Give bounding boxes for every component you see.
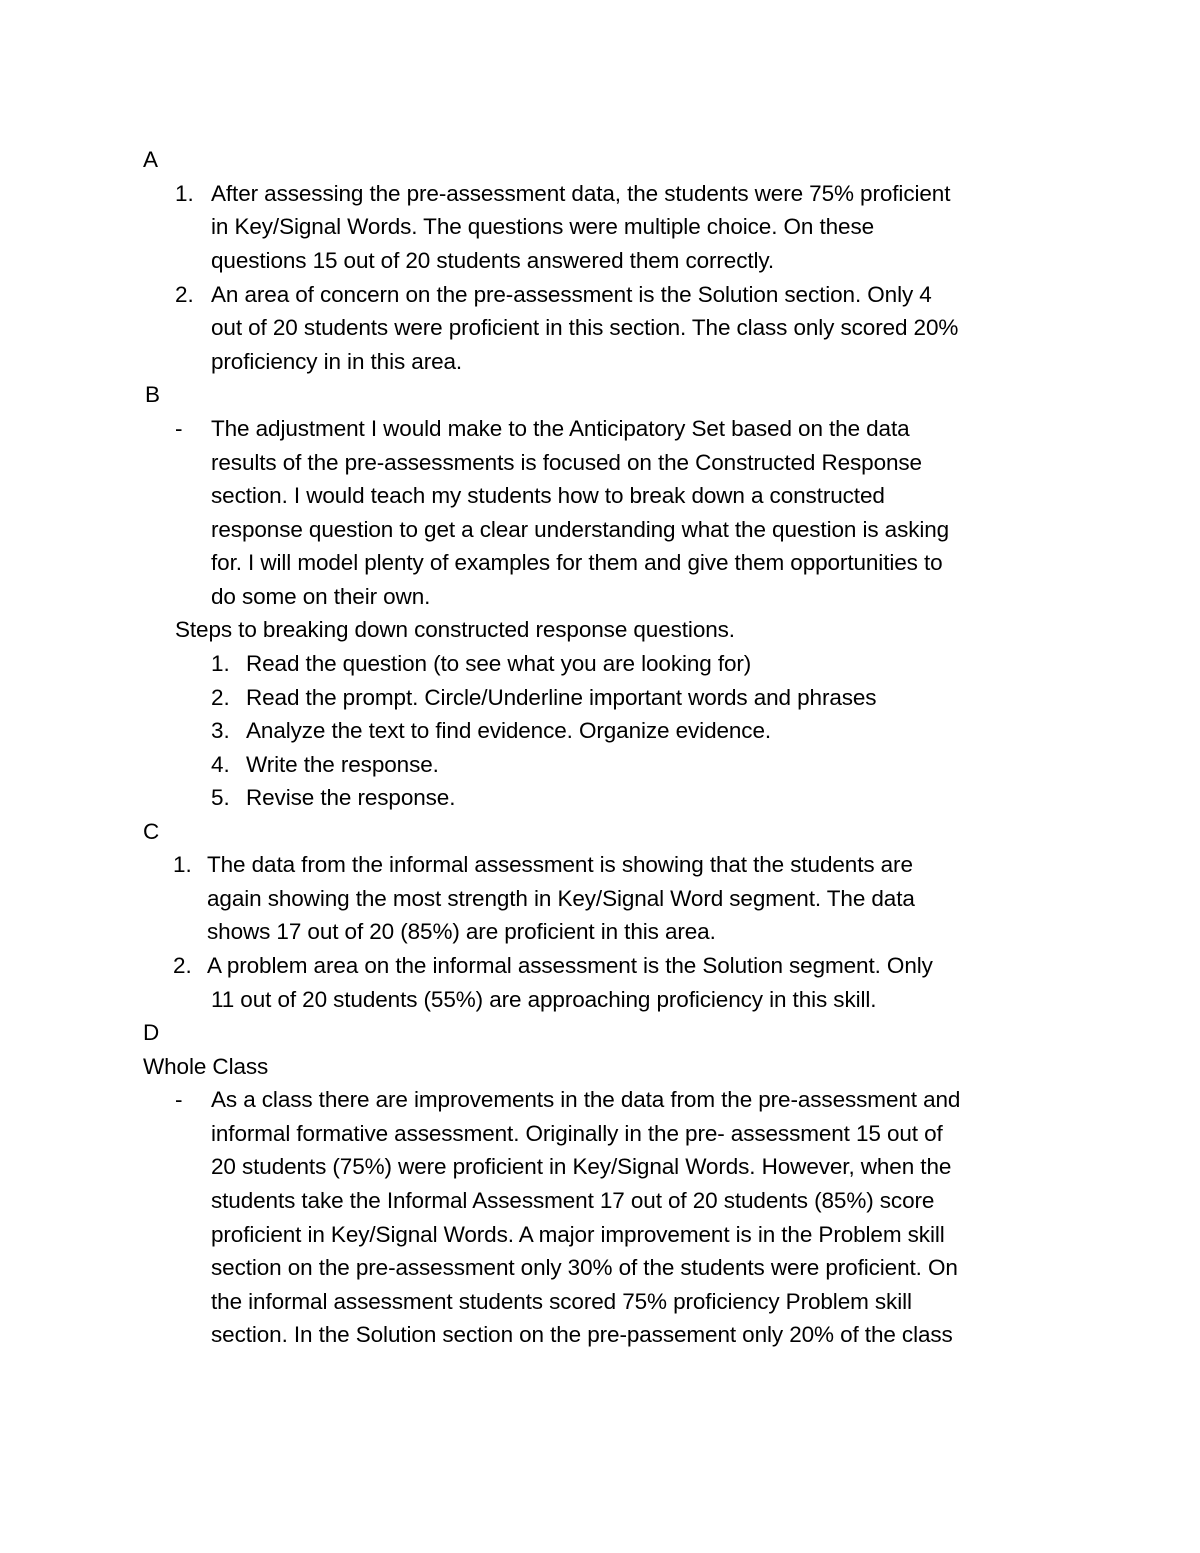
list-item-line: questions 15 out of 20 students answered them correctly.: [211, 248, 775, 273]
list-item-line: A problem area on the informal assessment is the Solution segment. Only: [207, 953, 933, 978]
step-text: Read the question (to see what you are looking for): [246, 651, 752, 676]
list-marker: 2.: [173, 953, 192, 978]
list-item-line: proficiency in in this area.: [211, 349, 463, 374]
list-item-line: 11 out of 20 students (55%) are approaching proficiency in this skill.: [211, 987, 877, 1012]
step-text: Read the prompt. Circle/Underline important words and phrases: [246, 685, 877, 710]
bullet-line: section on the pre-assessment only 30% of the students were proficient. On: [211, 1255, 958, 1280]
bullet-line: informal formative assessment. Originally in the pre- assessment 15 out of: [211, 1121, 943, 1146]
section-d-heading: D: [143, 1020, 160, 1045]
list-marker: 2.: [175, 282, 194, 307]
step-marker: 1.: [211, 651, 230, 676]
list-item-line: shows 17 out of 20 (85%) are proficient in this area.: [207, 919, 716, 944]
list-marker: 1.: [175, 181, 194, 206]
list-item-line: again showing the most strength in Key/Signal Word segment. The data: [207, 886, 915, 911]
bullet-line: students take the Informal Assessment 17 out of 20 students (85%) score: [211, 1188, 935, 1213]
bullet-line: do some on their own.: [211, 584, 431, 609]
section-c-heading: C: [143, 819, 160, 844]
section-b-heading: B: [145, 382, 160, 407]
bullet-line: results of the pre-assessments is focused on the Constructed Response: [211, 450, 922, 475]
list-item-line: The data from the informal assessment is showing that the students are: [207, 852, 913, 877]
bullet-line: 20 students (75%) were proficient in Key/Signal Words. However, when the: [211, 1154, 952, 1179]
list-item-line: in Key/Signal Words. The questions were multiple choice. On these: [211, 214, 875, 239]
bullet-marker: -: [175, 1087, 183, 1112]
bullet-line: response question to get a clear understanding what the question is asking: [211, 517, 950, 542]
list-item-line: out of 20 students were proficient in this section. The class only scored 20%: [211, 315, 959, 340]
bullet-line: proficient in Key/Signal Words. A major improvement is in the Problem skill: [211, 1222, 945, 1247]
bullet-marker: -: [175, 416, 183, 441]
bullet-line: section. I would teach my students how to break down a constructed: [211, 483, 885, 508]
list-item-line: An area of concern on the pre-assessment is the Solution section. Only 4: [211, 282, 932, 307]
bullet-line: the informal assessment students scored 75% proficiency Problem skill: [211, 1289, 912, 1314]
list-item-line: After assessing the pre-assessment data, the students were 75% proficient: [211, 181, 951, 206]
bullet-line: for. I will model plenty of examples for them and give them opportunities to: [211, 550, 943, 575]
list-marker: 1.: [173, 852, 192, 877]
step-text: Write the response.: [246, 752, 439, 777]
bullet-line: section. In the Solution section on the pre-passement only 20% of the class: [211, 1322, 953, 1347]
step-marker: 3.: [211, 718, 230, 743]
bullet-line: The adjustment I would make to the Anticipatory Set based on the data: [211, 416, 910, 441]
step-marker: 4.: [211, 752, 230, 777]
whole-class-subheading: Whole Class: [143, 1054, 269, 1079]
step-marker: 2.: [211, 685, 230, 710]
step-text: Analyze the text to find evidence. Organize evidence.: [246, 718, 772, 743]
section-a-heading: A: [143, 147, 158, 172]
steps-heading: Steps to breaking down constructed response questions.: [175, 617, 735, 642]
step-text: Revise the response.: [246, 785, 456, 810]
step-marker: 5.: [211, 785, 230, 810]
bullet-line: As a class there are improvements in the data from the pre-assessment and: [211, 1087, 961, 1112]
